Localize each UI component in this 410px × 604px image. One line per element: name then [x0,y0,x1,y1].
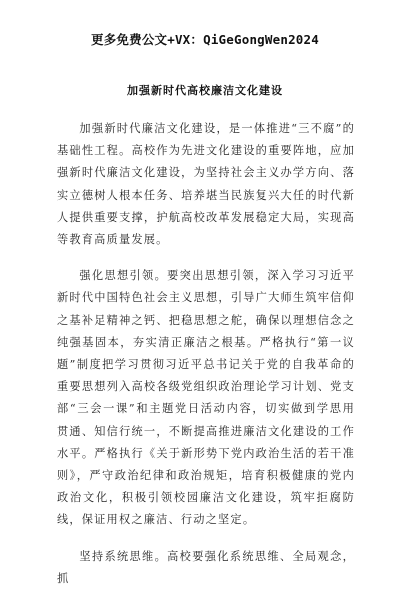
paragraph-systems-thinking: 坚持系统思维。高校要强化系统思维、全局观念，抓 [57,549,355,585]
paragraph-thought-guidance: 强化思想引领。要突出思想引领，深入学习习近平新时代中国特色社会主义思想，引导广大师生筑牢信仰之基补足精神之钙、把稳思想之舵，确保以理想信念之纯强基固本，夯实清正廉洁之根基。严格执行“第一议题”制度把学习贯彻习近平总书记关于党的自我革命的重要思想列入高校各级党组织政治理论学习计划、党支部“三会一课”和主题党日活动内容，切实做到学思用贯通、知信行统一，不断提高推进廉洁文化建设的工作水平。严格执行《关于新形势下党内政治生活的若干准则》，严守政治纪律和政治规矩，培育积极健康的党内政治文化，积极引领校园廉洁文化建设，筑牢拒腐防线，保证用权之廉洁、行动之坚定。 [57,269,355,527]
document-body [57,118,355,604]
promo-banner: 更多免费公文+VX：QiGeGongWen2024 [91,32,319,47]
paragraph-intro: 加强新时代廉洁文化建设，是一体推进“三不腐”的基础性工程。高校作为先进文化建设的重要阵地，应加强新时代廉洁文化建设，为坚持社会主义办学方向、落实立德树人根本任务、培养堪当民族复兴大任的时代新人提供重要支撑，护航高校改革发展稳定大局，实现高等教育高质量发展。 [57,122,355,247]
document-title: 加强新时代高校廉洁文化建设 [127,84,283,97]
